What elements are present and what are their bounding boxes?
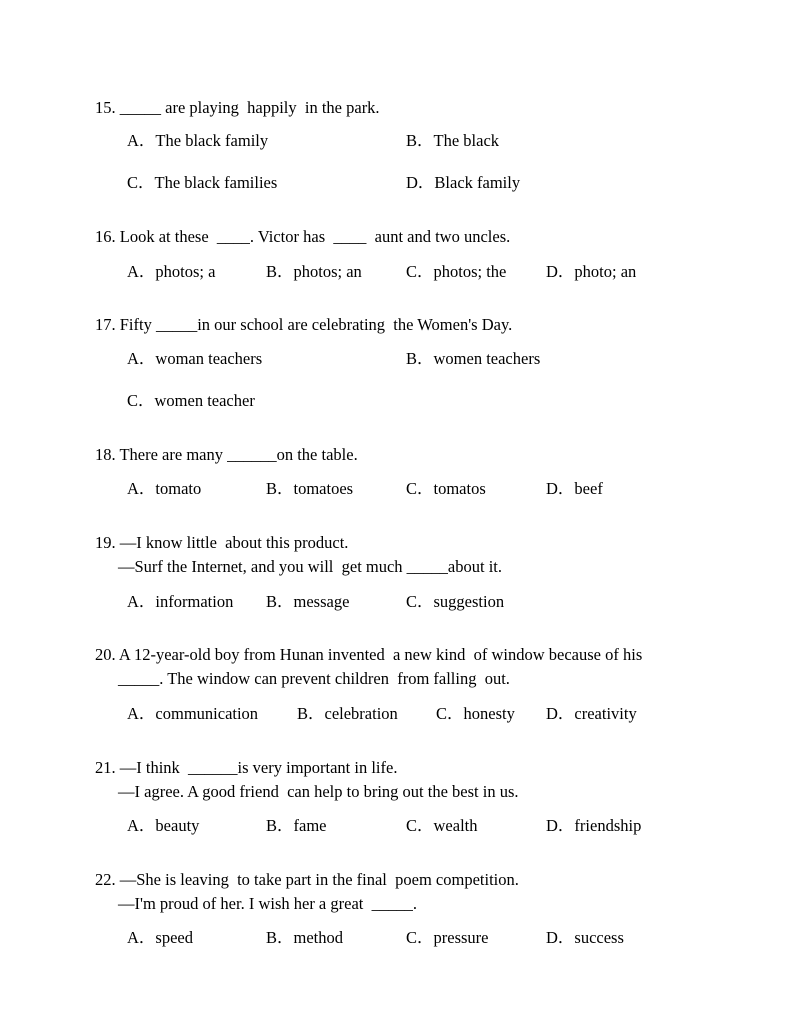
question-20-option-d[interactable]: D．creativity bbox=[546, 704, 637, 723]
question-20-option-b[interactable]: B．celebration bbox=[297, 704, 398, 723]
question-20-text-line-2: _____. The window can prevent children from falling out. bbox=[118, 669, 510, 688]
question-22-text: 22. —She is leaving to take part in the final poem competition. bbox=[95, 870, 519, 889]
question-18-option-a[interactable]: A．tomato bbox=[127, 479, 202, 498]
question-19-text: 19. —I know little about this product. bbox=[95, 533, 349, 552]
question-16-option-a[interactable]: A．photos; a bbox=[127, 262, 216, 281]
question-15-option-c[interactable]: C．The black families bbox=[127, 173, 278, 192]
question-17-option-c[interactable]: C．women teacher bbox=[127, 391, 255, 410]
question-19-option-b[interactable]: B．message bbox=[266, 592, 350, 611]
question-17-text: 17. Fifty _____in our school are celebrating the Women's Day. bbox=[95, 315, 513, 334]
question-22-text-line-2: —I'm proud of her. I wish her a great _____. bbox=[118, 894, 417, 913]
question-17-option-b[interactable]: B．women teachers bbox=[406, 349, 541, 368]
question-20-option-a[interactable]: A．communication bbox=[127, 704, 259, 723]
question-19-option-a[interactable]: A．information bbox=[127, 592, 234, 611]
question-16-option-b[interactable]: B．photos; an bbox=[266, 262, 362, 281]
question-18-option-d[interactable]: D．beef bbox=[546, 479, 603, 498]
question-18-option-b[interactable]: B．tomatoes bbox=[266, 479, 354, 498]
question-22-option-d[interactable]: D．success bbox=[546, 928, 624, 947]
question-21-option-d[interactable]: D．friendship bbox=[546, 816, 642, 835]
question-17-option-a[interactable]: A．woman teachers bbox=[127, 349, 263, 368]
question-19-text-line-2: —Surf the Internet, and you will get much _____about it. bbox=[118, 557, 503, 576]
question-18-option-c[interactable]: C．tomatos bbox=[406, 479, 486, 498]
question-18-text: 18. There are many ______on the table. bbox=[95, 445, 358, 464]
question-15-option-b[interactable]: B．The black bbox=[406, 131, 500, 150]
question-22-option-b[interactable]: B．method bbox=[266, 928, 343, 947]
question-15-text: 15. _____ are playing happily in the park. bbox=[95, 98, 380, 117]
question-20-option-c[interactable]: C．honesty bbox=[436, 704, 515, 723]
question-16-option-c[interactable]: C．photos; the bbox=[406, 262, 507, 281]
question-16-text: 16. Look at these ____. Victor has ____ aunt and two uncles. bbox=[95, 227, 511, 246]
question-21-option-b[interactable]: B．fame bbox=[266, 816, 327, 835]
question-22-option-c[interactable]: C．pressure bbox=[406, 928, 489, 947]
question-15-option-d[interactable]: D．Black family bbox=[406, 173, 521, 192]
question-19-option-c[interactable]: C．suggestion bbox=[406, 592, 505, 611]
question-20-text: 20. A 12-year-old boy from Hunan invented a new kind of window because of his bbox=[95, 645, 643, 664]
question-22-option-a[interactable]: A．speed bbox=[127, 928, 193, 947]
question-21-option-c[interactable]: C．wealth bbox=[406, 816, 478, 835]
question-21-option-a[interactable]: A．beauty bbox=[127, 816, 200, 835]
question-16-option-d[interactable]: D．photo; an bbox=[546, 262, 637, 281]
question-21-text: 21. —I think ______is very important in life. bbox=[95, 758, 398, 777]
question-15-option-a[interactable]: A．The black family bbox=[127, 131, 269, 150]
question-21-text-line-2: —I agree. A good friend can help to bring out the best in us. bbox=[118, 782, 519, 801]
